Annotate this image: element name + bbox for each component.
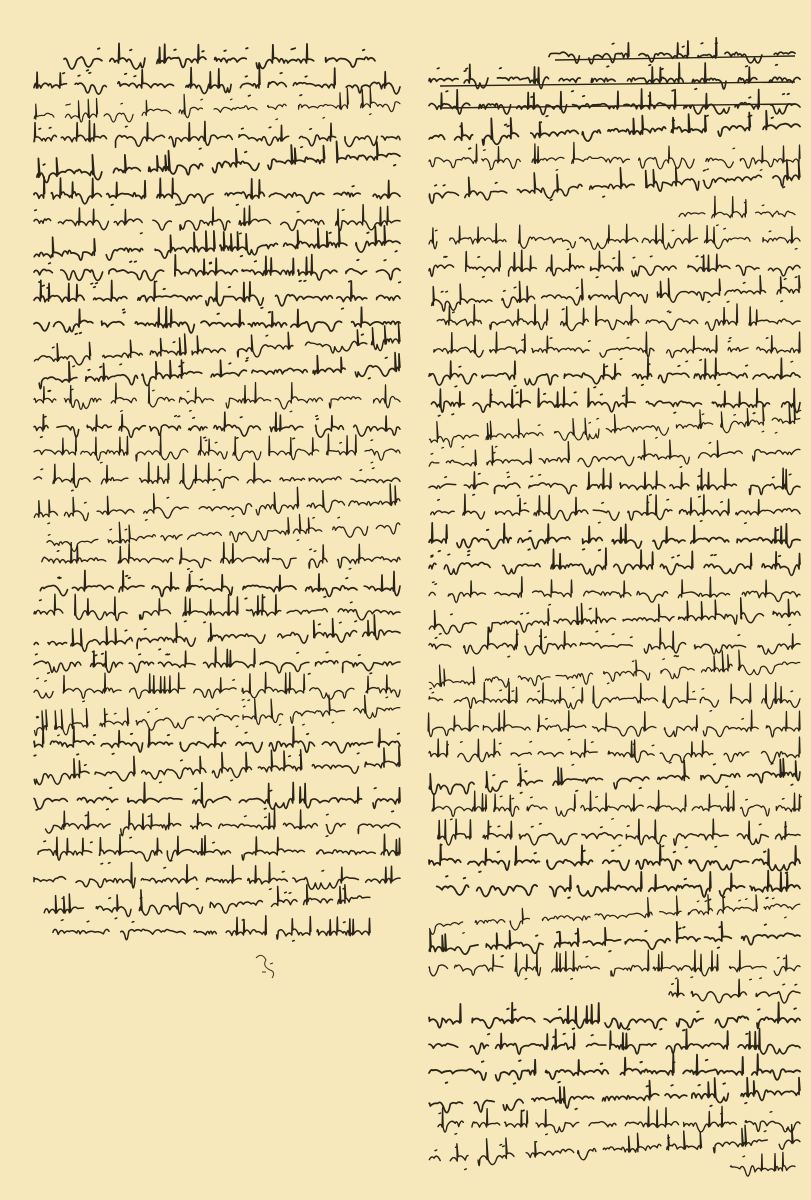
left-column [30, 0, 410, 1200]
handwritten-line [725, 1146, 795, 1186]
handwritten-line [40, 910, 370, 950]
right-column [425, 0, 805, 1200]
margin-flourish [248, 948, 288, 988]
